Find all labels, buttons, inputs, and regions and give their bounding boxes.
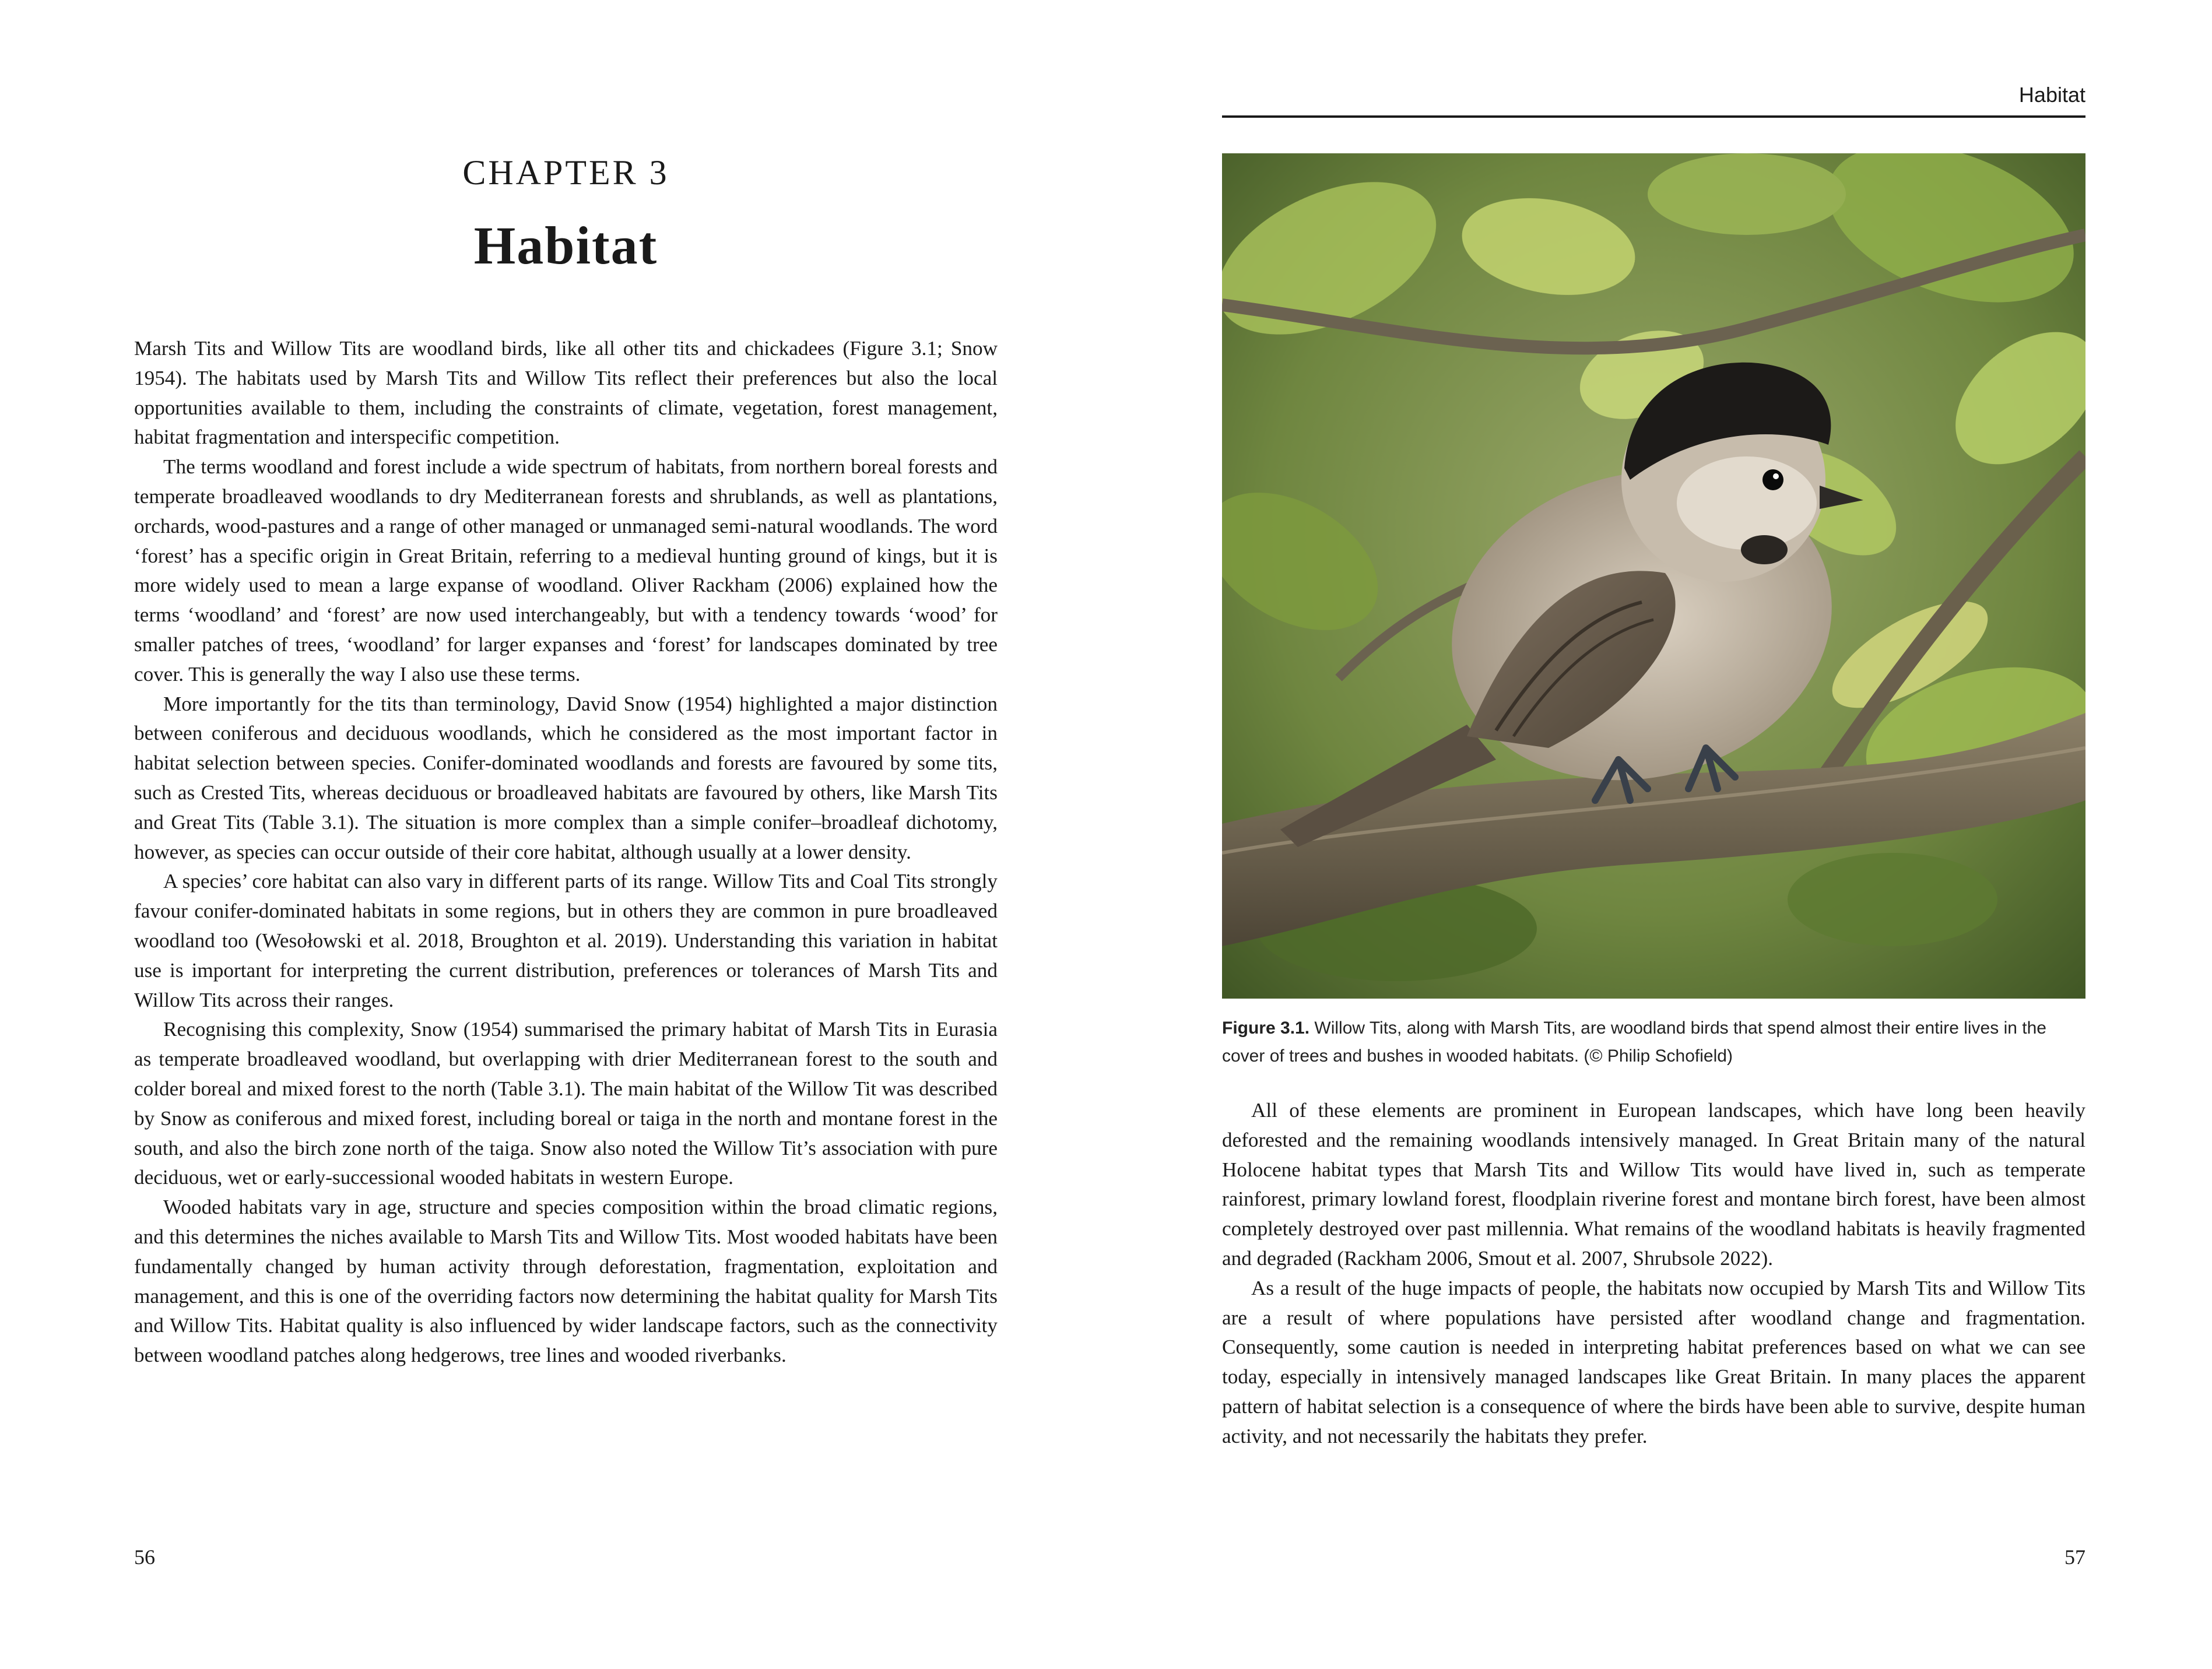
figure-caption xyxy=(1222,1014,2085,1070)
willow-tit-photo xyxy=(1222,153,2085,999)
figure-label: Figure 3.1. xyxy=(1222,1018,1310,1038)
page-number: 56 xyxy=(134,1545,155,1569)
right-body-text xyxy=(1222,1096,2085,1452)
paragraph: More importantly for the tits than terminology, David Snow (1954) highlighted a major distinction between coniferous and deciduous woodlands, which he considered as the most important factor in habitat selection between species. Conifer-dominated woodlands and forests are favoured by some tits, such as Crested Tits, whereas deciduous or broadleaved habitats are favoured by others, like Marsh Tits and Great Tits (Table 3.1). The situation is more complex than a simple conifer–broadleaf dichotomy, however, as species can occur outside of their core habitat, although usually at a lower density. xyxy=(134,692,998,863)
page-number: 57 xyxy=(2064,1545,2085,1569)
paragraph: Marsh Tits and Willow Tits are woodland birds, like all other tits and chickadees (Figure 3.1; Snow 1954). The habitats used by Marsh Tits and Willow Tits reflect their preferences but also the local opportunities available to them, including the constraints of climate, vegetation, forest management, habitat fragmentation and interspecific competition. xyxy=(134,337,998,449)
paragraph: The terms woodland and forest include a wide spectrum of habitats, from northern boreal forests and temperate broadleaved woodlands to dry Mediterranean forests and shrublands, as well as plantations, orchards, wood-pastures and a range of other managed or unmanaged semi-natural woodlands. The word ‘forest’ has a specific origin in Great Britain, referring to a medieval hunting ground of kings, but it is more widely used to mean a large expanse of woodland. Oliver Rackham (2006) explained how the terms ‘woodland’ and ‘forest’ are now used interchangeably, but with a tendency towards ‘wood’ for smaller patches of trees, ‘woodland’ for larger expanses and ‘forest’ for landscapes dominated by tree cover. This is generally the way I also use these terms. xyxy=(134,455,998,686)
paragraph: All of these elements are prominent in European landscapes, which have long been heavily deforested and the remaining woodlands intensively managed. In Great Britain many of the natural Holocene habitat types that Marsh Tits and Willow Tits would have lived in, such as temperate rainforest, primary lowland forest, floodplain riverine forest and montane birch forest, have been almost completely destroyed over past millennia. What remains of the woodland habitats is heavily fragmented and degraded (Rackham 2006, Smout et al. 2007, Shrubsole 2022). xyxy=(1222,1099,2085,1270)
chapter-title: Habitat xyxy=(473,216,658,275)
paragraph: Wooded habitats vary in age, structure and species composition within the broad climatic regions, and this determines the niches available to Marsh Tits and Willow Tits. Most wooded habitats have been fundamentally changed by human activity through deforestation, fragmentation, exploitation and management, and this is one of the overriding factors now determining the habitat quality for Marsh Tits and Willow Tits. Habitat quality is also influenced by wider landscape factors, such as the connectivity between woodland patches along hedgerows, tree lines and wooded riverbanks. xyxy=(134,1196,998,1367)
header-rule xyxy=(1222,115,2085,118)
paragraph: Recognising this complexity, Snow (1954) summarised the primary habitat of Marsh Tits in Eurasia as temperate broadleaved woodland, but overlapping with drier Mediterranean forest to the south and colder boreal and mixed forest to the north (Table 3.1). The main habitat of the Willow Tit was described by Snow as coniferous and mixed forest, including boreal or taiga in the north and montane forest in the south, and also the birch zone north of the taiga. Snow also noted the Willow Tit’s association with pure deciduous, wet or early-successional wooded habitats in western Europe. xyxy=(134,1018,998,1189)
right-page xyxy=(1106,0,2212,1669)
running-head: Habitat xyxy=(2018,83,2085,107)
chapter-label: CHAPTER 3 xyxy=(462,153,669,192)
left-body-text xyxy=(134,334,998,1371)
paragraph: As a result of the huge impacts of people, the habitats now occupied by Marsh Tits and Willow Tits are a result of where populations have persisted after woodland change and fragmentation. Consequently, some caution is needed in interpreting habitat preferences based on what we can see today, especially in intensively managed landscapes like Great Britain. In many places the apparent pattern of habitat selection is a consequence of where the birds have been able to survive, despite human activity, and not necessarily the habitats they prefer. xyxy=(1222,1276,2085,1447)
figure-caption-text: Willow Tits, along with Marsh Tits, are woodland birds that spend almost their entire lives in the cover of trees and bushes in wooded habitats. (© Philip Schofield) xyxy=(1222,1018,2046,1066)
paragraph: A species’ core habitat can also vary in different parts of its range. Willow Tits and Coal Tits strongly favour conifer-dominated habitats in some regions, but in others they are common in pure broadleaved woodland too (Wesołowski et al. 2018, Broughton et al. 2019). Understanding this variation in habitat use is important for interpreting the current distribution, preferences or tolerances of Marsh Tits and Willow Tits across their ranges. xyxy=(134,870,998,1011)
